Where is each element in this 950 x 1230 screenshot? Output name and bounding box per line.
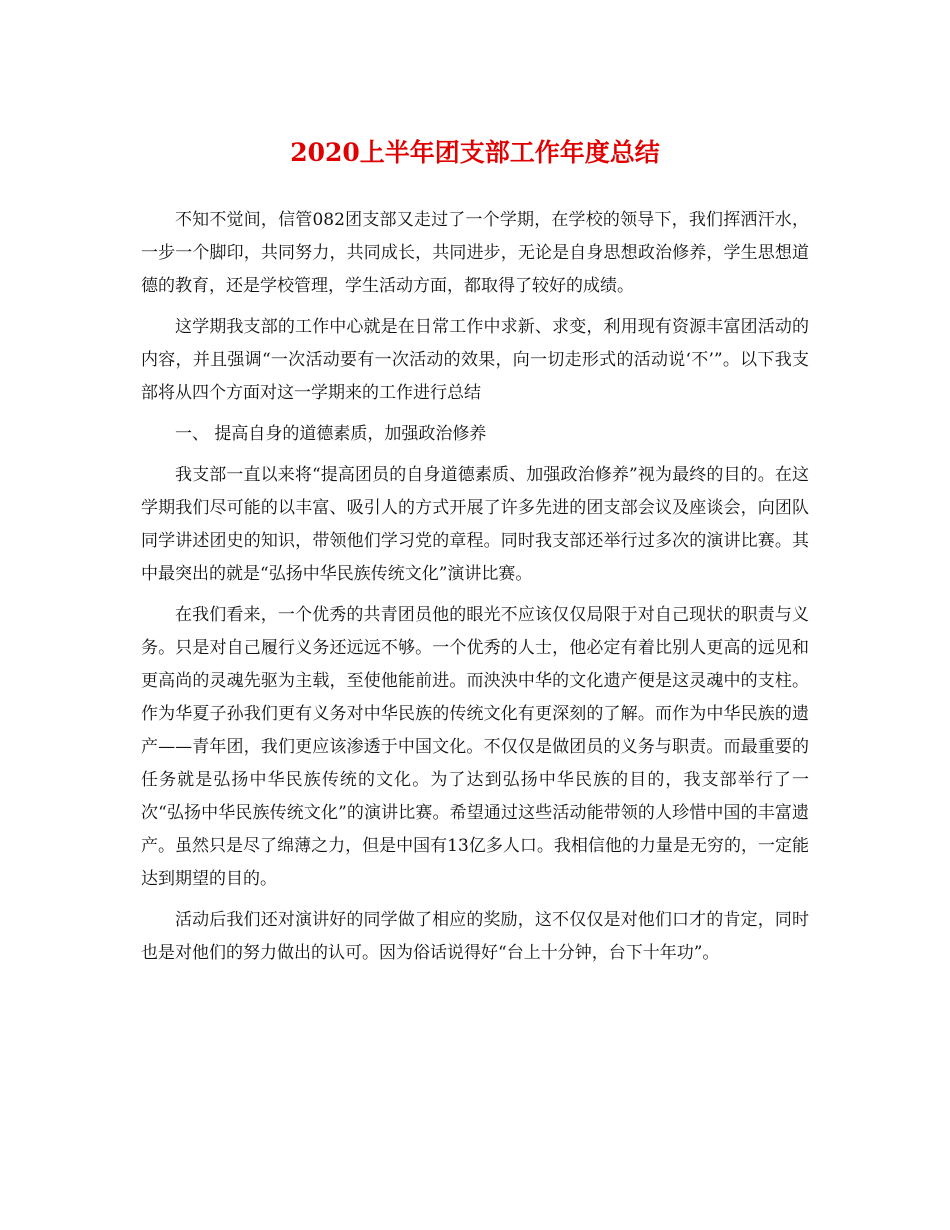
document-title: 2020上半年团支部工作年度总结 [290,138,660,167]
paragraph-work-focus: 这学期我支部的工作中心就是在日常工作中求新、求变，利用现有资源丰富团活动的内容，并且强调“一次活动要有一次活动的效果，向一切走形式的活动说‘不’”。以下我支部将从四个方面对这一学期来的工作进行总结 [141,317,809,403]
paragraph-moral-quality: 我支部一直以来将“提高团员的自身道德素质、加强政治修养”视为最终的目的。在这学期我们尽可能的以丰富、吸引人的方式开展了许多先进的团支部会议及座谈会，向团队同学讲述团史的知识，带领他们学习党的章程。同时我支部还举行过多次的演讲比赛。其中最突出的就是“弘扬中华民族传统文化”演讲比赛。 [141,465,809,584]
paragraph-culture: 在我们看来，一个优秀的共青团员他的眼光不应该仅仅局限于对自己现状的职责与义务。只是对自己履行义务还远远不够。一个优秀的人士，他必定有着比别人更高的远见和更高尚的灵魂先驱为主载，至使他能前进。而泱泱中华的文化遗产便是这灵魂中的支柱。作为华夏子孙我们更有义务对中华民族的传统文化有更深刻的了解。而作为中华民族的遗产——青年团，我们更应该渗透于中国文化。不仅仅是做团员的义务与职责。而最重要的任务就是弘扬中华民族传统的文化。为了达到弘扬中华民族的目的，我支部举行了一次“弘扬中华民族传统文化”的演讲比赛。希望通过这些活动能带领的人珍惜中国的丰富遗产。虽然只是尽了绵薄之力，但是中国有13亿多人口。我相信他的力量是无穷的，一定能达到期望的目的。 [141,605,809,889]
paragraph-awards: 活动后我们还对演讲好的同学做了相应的奖励，这不仅仅是对他们口才的肯定，同时也是对他们的努力做出的认可。因为俗话说得好“台上十分钟，台下十年功”。 [141,910,809,963]
paragraph-intro: 不知不觉间，信管082团支部又走过了一个学期，在学校的领导下，我们挥洒汗水，一步一个脚印，共同努力，共同成长，共同进步，无论是自身思想政治修养，学生思想道德的教育，还是学校管理，学生活动方面，都取得了较好的成绩。 [141,210,809,296]
section-heading-1: 一、 提高自身的道德素质，加强政治修养 [175,424,487,444]
document-body [141,204,809,978]
